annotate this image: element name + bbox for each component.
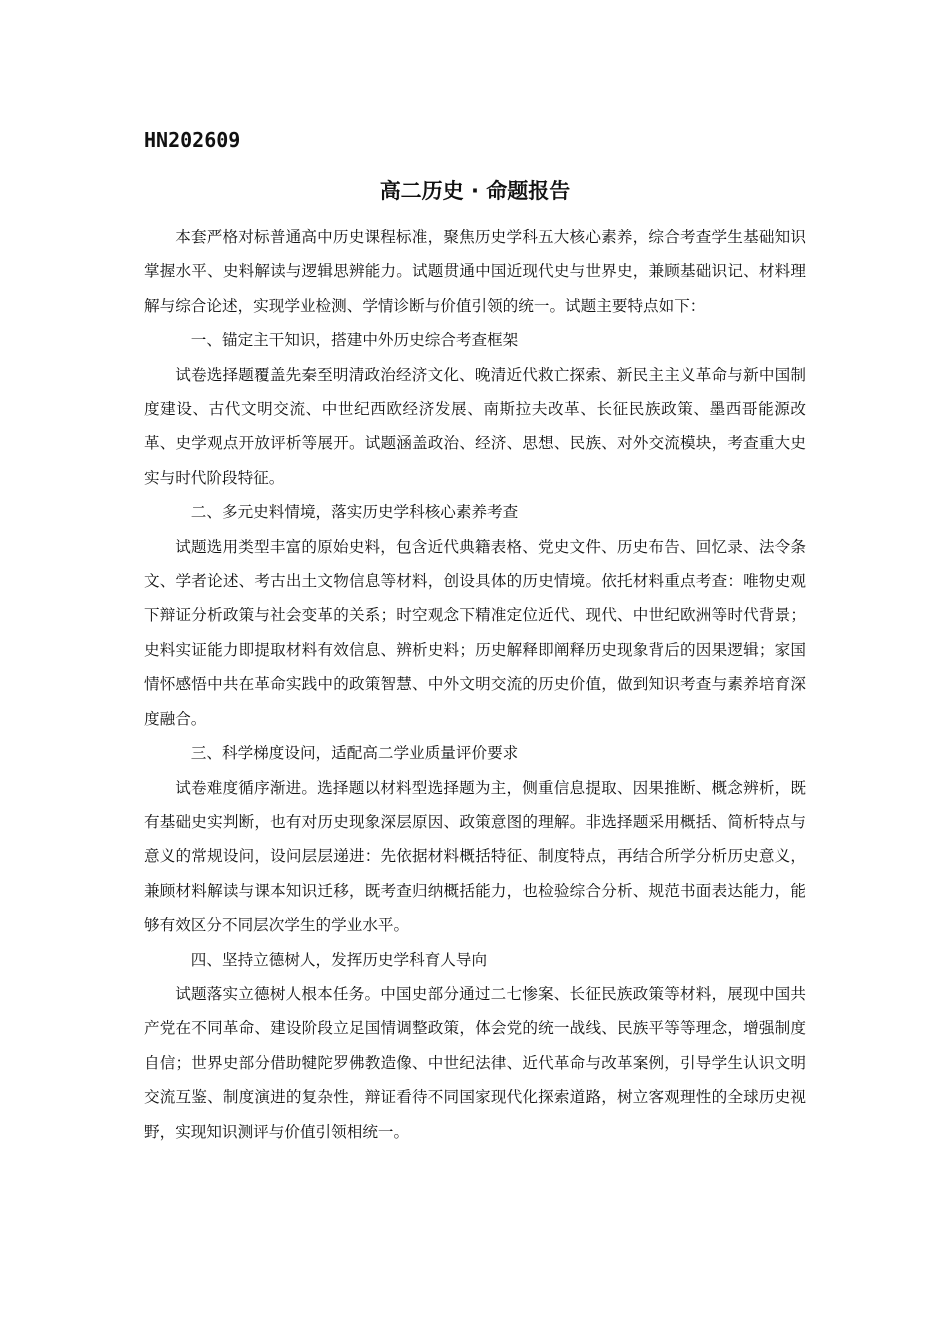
section-heading-4: 四、坚持立德树人，发挥历史学科育人导向 <box>190 950 488 969</box>
section-paragraph-4: 试题落实立德树人根本任务。中国史部分通过二七惨案、长征民族政策等材料，展现中国共产党在不同革命、建设阶段立足国情调整政策，体会党的统一战线、民族平等等理念，增强制度自信；世界史部分借助犍陀罗佛教造像、中世纪法律、近代革命与改革案例，引导学生认识文明交流互鉴、制度演进的复杂性，辩证看待不同国家现代化探索道路，树立客观理性的全球历史视野，实现知识测评与价值引领相统一。 <box>144 984 806 1141</box>
section-paragraph-1: 试卷选择题覆盖先秦至明清政治经济文化、晚清近代救亡探索、新民主主义革命与新中国制度建设、古代文明交流、中世纪西欧经济发展、南斯拉夫改革、长征民族政策、墨西哥能源改革、史学观点开放评析等展开。试题涵盖政治、经济、思想、民族、对外交流模块，考查重大史实与时代阶段特征。 <box>144 365 806 487</box>
section-heading-1: 一、锚定主干知识，搭建中外历史综合考查框架 <box>190 331 519 350</box>
intro-paragraph: 本套严格对标普通高中历史课程标准，聚焦历史学科五大核心素养，综合考查学生基础知识掌握水平、史料解读与逻辑思辨能力。试题贯通中国近现代史与世界史，兼顾基础识记、材料理解与综合论述，实现学业检测、学情诊断与价值引领的统一。试题主要特点如下： <box>144 228 806 315</box>
document-code: HN202609 <box>144 128 241 152</box>
document-body <box>144 220 806 1149</box>
section-heading-3: 三、科学梯度设问，适配高二学业质量评价要求 <box>190 744 519 763</box>
section-heading-2: 二、多元史料情境，落实历史学科核心素养考查 <box>190 503 519 522</box>
document-title: 高二历史 · 命题报告 <box>379 179 571 203</box>
section-paragraph-3: 试卷难度循序渐进。选择题以材料型选择题为主，侧重信息提取、因果推断、概念辨析，既有基础史实判断，也有对历史现象深层原因、政策意图的理解。非选择题采用概括、简析特点与意义的常规设问，设问层层递进：先依据材料概括特征、制度特点，再结合所学分析历史意义，兼顾材料解读与课本知识迁移，既考查归纳概括能力，也检验综合分析、规范书面表达能力，能够有效区分不同层次学生的学业水平。 <box>144 778 806 935</box>
section-paragraph-2: 试题选用类型丰富的原始史料，包含近代典籍表格、党史文件、历史布告、回忆录、法令条文、学者论述、考古出土文物信息等材料，创设具体的历史情境。依托材料重点考查：唯物史观下辩证分析政策与社会变革的关系；时空观念下精准定位近代、现代、中世纪欧洲等时代背景；史料实证能力即提取材料有效信息、辨析史料；历史解释即阐释历史现象背后的因果逻辑；家国情怀感悟中共在革命实践中的政策智慧、中外文明交流的历史价值，做到知识考查与素养培育深度融合。 <box>144 537 806 728</box>
